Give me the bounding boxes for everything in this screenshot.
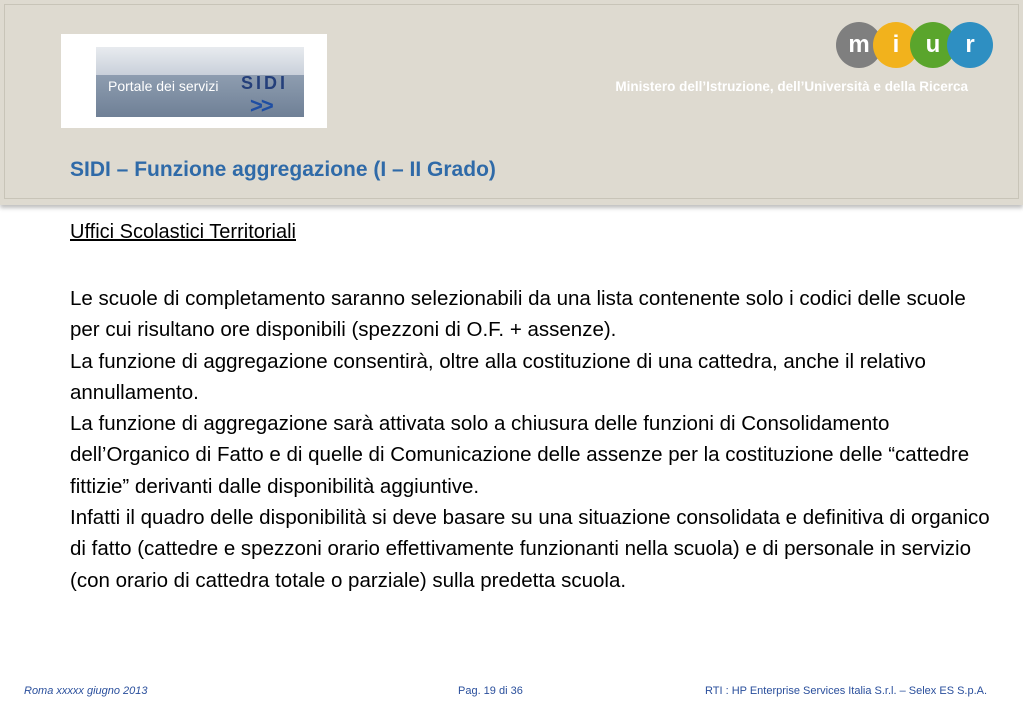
ministry-name: Ministero dell’Istruzione, dell’Università e della Ricerca — [615, 79, 968, 94]
body-paragraph: Infatti il quadro delle disponibilità si deve basare su una situazione consolidata e definitiva di organico di fatto (cattedre e spezzoni orario effettivamente funzionanti nella scuola) e di personale in servizio (con orario di cattedra totale o parziale) sulla predetta scuola. — [70, 506, 990, 592]
footer-date: Roma xxxxx giugno 2013 — [24, 685, 148, 697]
miur-letter-u: u — [910, 22, 956, 68]
slide-subtitle: Uffici Scolastici Territoriali — [70, 221, 296, 243]
sidi-logo — [96, 47, 304, 117]
body-paragraph: La funzione di aggregazione consentirà, oltre alla costituzione di una cattedra, anche il relativo annullamento. — [70, 349, 926, 404]
miur-letter-r: r — [947, 22, 993, 68]
footer-page-number: Pag. 19 di 36 — [458, 685, 523, 697]
portale-label: Portale dei servizi — [108, 78, 219, 94]
slide-header — [0, 0, 1023, 205]
slide-body — [70, 283, 995, 596]
sidi-brand: SIDI — [241, 73, 289, 93]
miur-logo — [836, 22, 992, 70]
footer-company: RTI : HP Enterprise Services Italia S.r.l. – Selex ES S.p.A. — [705, 685, 988, 697]
miur-letter-i: i — [873, 22, 919, 68]
double-chevron-icon: >> — [250, 93, 272, 117]
miur-letter-m: m — [836, 22, 882, 68]
body-paragraph: Le scuole di completamento saranno selezionabili da una lista contenente solo i codici delle scuole per cui risultano ore disponibili (spezzoni di O.F. + assenze). — [70, 287, 966, 342]
body-paragraph: La funzione di aggregazione sarà attivata solo a chiusura delle funzioni di Consolidamento dell’Organico di Fatto e di quelle di Comunicazione delle assenze per la costituzione delle “cattedre fittizie” derivanti dalle disponibilità aggiuntive. — [70, 412, 970, 498]
sidi-logo-top — [96, 47, 304, 75]
slide-title: SIDI – Funzione aggregazione (I – II Grado) — [70, 158, 496, 181]
